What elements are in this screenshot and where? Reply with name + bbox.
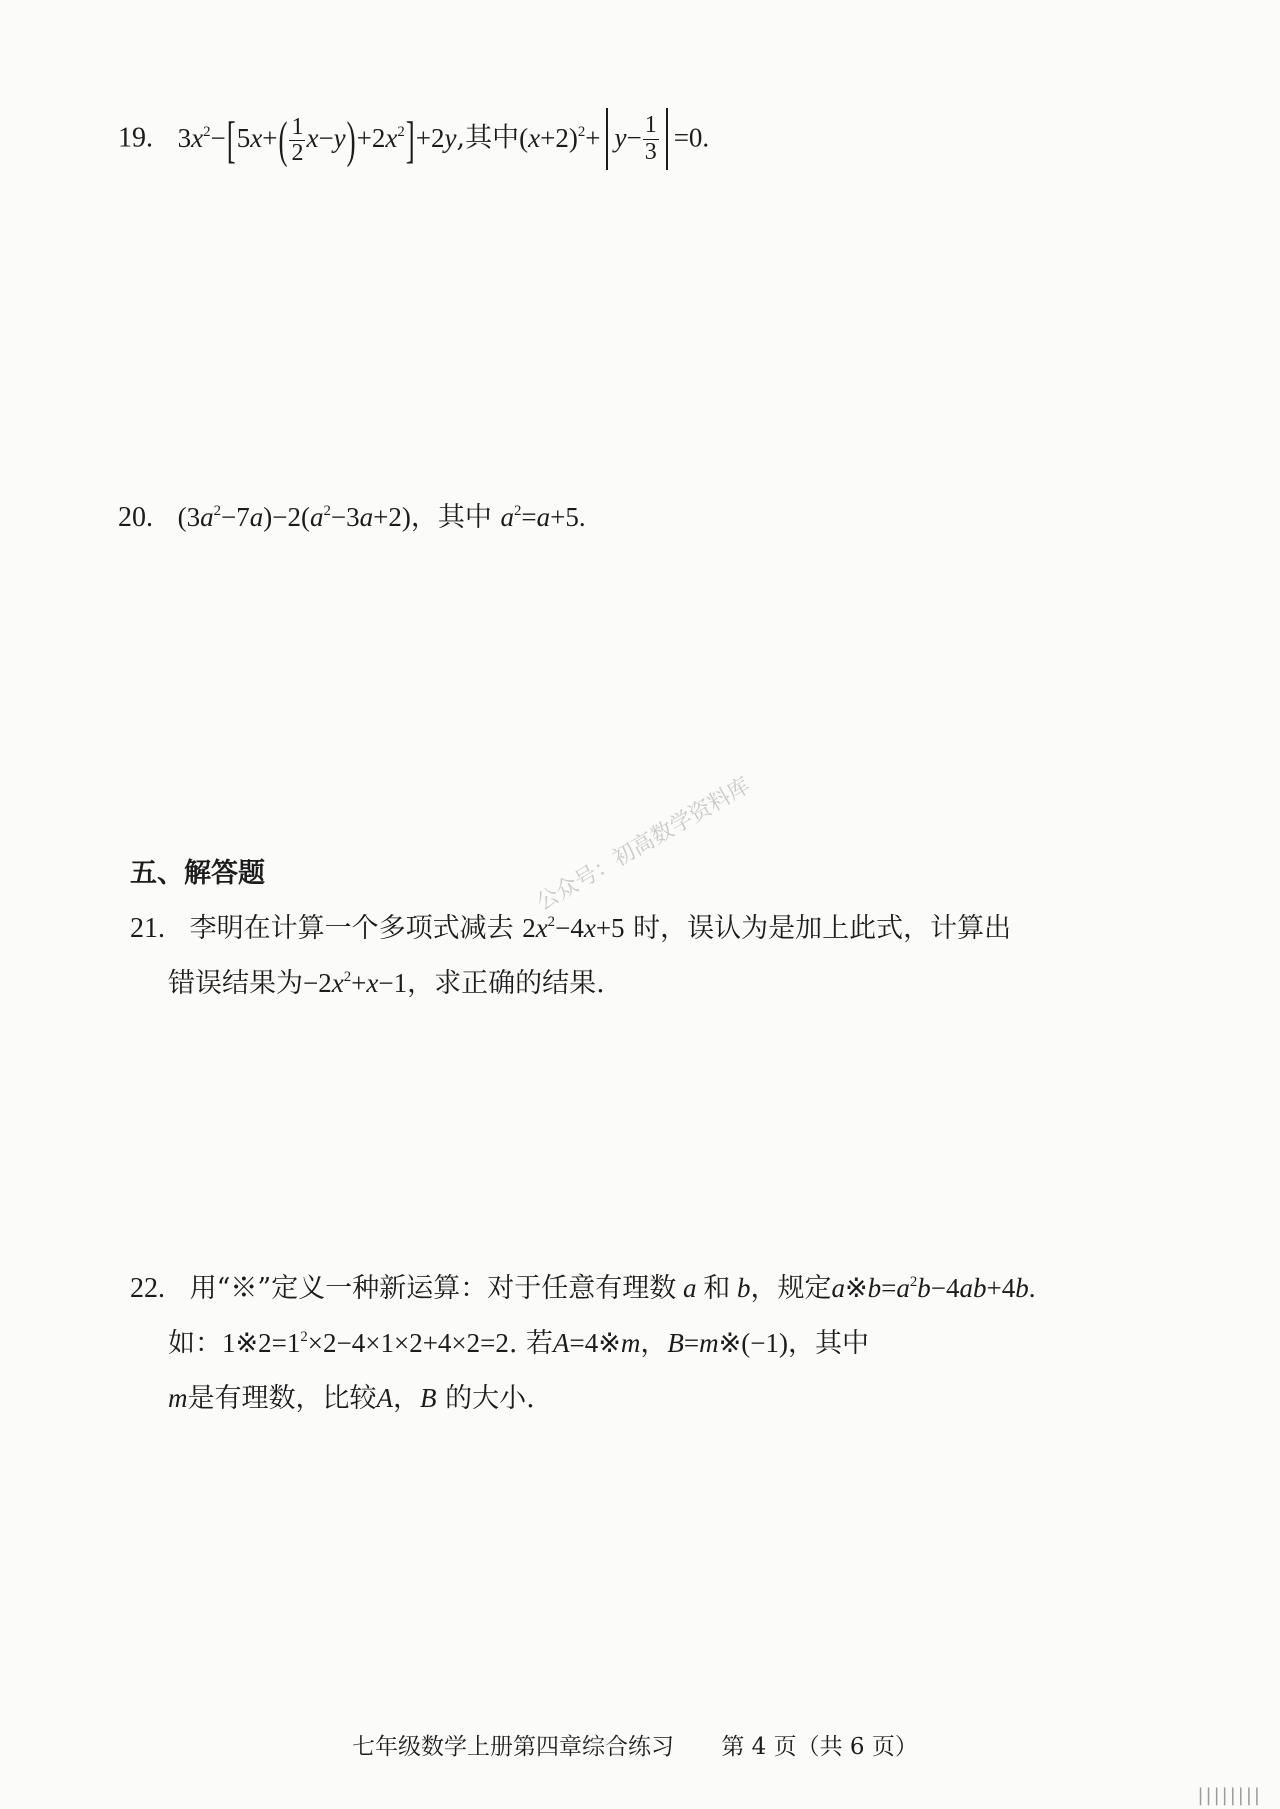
problem-22-number: 22. (130, 1273, 165, 1304)
problem-22-text-b: 如： (168, 1328, 222, 1359)
problem-22-text-sep: ， (393, 1383, 420, 1414)
problem-19-number: 19. (118, 122, 153, 154)
problem-22-example: $1※2=1^2\times 2-4\times 1\times 2+4\times 2=2$ (222, 1328, 509, 1358)
problem-22-text-where: ，其中 (787, 1328, 869, 1359)
problem-21-wrong-result: $-2x^2+x-1$ (303, 968, 408, 998)
section-heading: 五、解答题 (130, 858, 265, 889)
problem-22-ab-def: A=4※m，B=m※(−1) (553, 1328, 788, 1358)
problem-20-number: 20. (118, 502, 153, 533)
problem-22-line-1: 22. 用“※”定义一种新运算：对于任意有理数 a 和 b，规定$a※b=a^2b-4ab+4b$. (130, 1273, 1036, 1304)
problem-20-expression: $(3a^2-7a)-2(a^2-3a+2)$ (177, 502, 411, 532)
problem-21-text-c: 错误结果为 (168, 968, 303, 999)
problem-21-line-2 (168, 970, 605, 997)
problem-22-text-d: 的大小. (445, 1383, 535, 1414)
problem-22-definition: $a※b=a^2b-4ab+4b$. (831, 1273, 1036, 1303)
problem-19: 19. $3x^2-[5x+$( $\frac{1}{2}$ $x-y)+2x^2]+2y$,其中$(x+2)^2+ y-$ $\frac{1}{3}$ =0. (118, 108, 709, 170)
problem-22-text-a: 用“※”定义一种新运算：对于任意有理数 (189, 1273, 677, 1304)
problem-19-equals: =0. (673, 122, 710, 153)
problem-22-text-c: 是有理数，比较 (187, 1383, 377, 1414)
edge-mark: |||||||| (1197, 1785, 1262, 1806)
problem-21-polynomial: $2x^2-4x+5$ (522, 913, 625, 943)
problem-20-condition: ，其中 (410, 502, 492, 533)
problem-22-text-rule: ，规定 (750, 1273, 832, 1304)
problem-21-text-b: 时，误认为是加上此式，计算出 (633, 913, 1012, 944)
footer (352, 1736, 918, 1759)
problem-21-text-d: ，求正确的结果. (407, 968, 605, 999)
problem-21-number: 21. (130, 913, 165, 944)
problem-19-expression: $3x^2-[5x+$( $\frac{1}{2}$ $x-y)+2x^2]+2y$ (177, 110, 457, 168)
problem-21-line-1 (130, 915, 1011, 943)
footer-title: 七年级数学上册第四章综合练习 (352, 1734, 674, 1760)
footer-page: 第 4 页（共 6 页） (721, 1734, 918, 1760)
problem-22-text-and: 和 (703, 1273, 731, 1304)
watermark: 公众号：初高数学资料库 (532, 773, 755, 916)
problem-22-line-2 (168, 1330, 869, 1357)
problem-21-text-a: 李明在计算一个多项式减去 (189, 913, 514, 944)
problem-22-line-3: m是有理数，比较A，B 的大小. (168, 1383, 535, 1414)
problem-20: 20. $(3a^2-7a)-2(a^2-3a+2)$，其中 $a^2=a+5$. (118, 502, 586, 533)
problem-22-text-if: . 若 (508, 1328, 554, 1359)
problem-19-condition: ,其中 (456, 122, 520, 154)
